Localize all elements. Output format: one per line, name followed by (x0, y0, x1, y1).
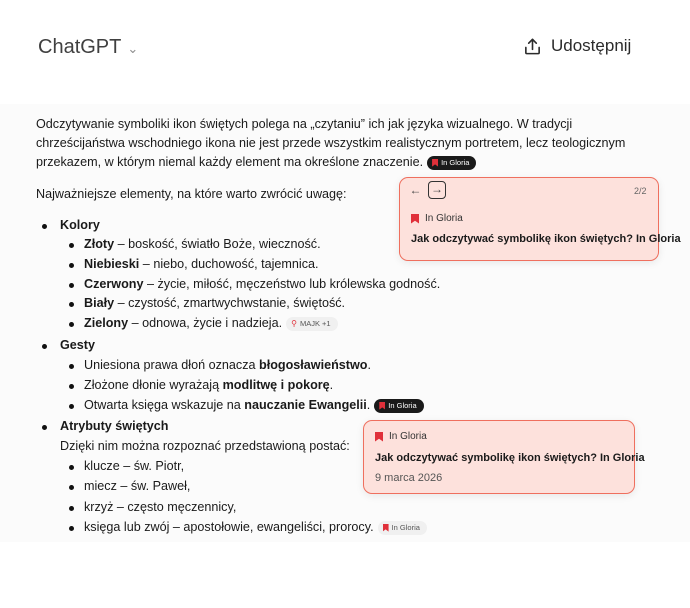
model-selector[interactable] (38, 36, 138, 59)
arrow-left-icon[interactable]: ← (409, 183, 422, 197)
item-term: błogosławieństwo (259, 358, 368, 372)
list-item: krzyż – często męczennicy, (84, 500, 237, 514)
pin-icon: ⚲ (291, 318, 297, 328)
source-link-title[interactable]: Jak odczytywać symbolikę ikon świętych? In Gloria (375, 452, 645, 464)
section-heading-colors: Kolory (60, 218, 100, 232)
intro-line-2: chrześcijaństwa wschodniego ikona nie jest przede wszystkim realistycznym portretem, lecz teologicznym (36, 136, 626, 150)
item-term: Biały (84, 296, 115, 310)
source-date: 9 marca 2026 (375, 472, 443, 484)
source-name: In Gloria (425, 213, 463, 224)
list-item: miecz – św. Paweł, (84, 479, 191, 493)
section-heading-attributes: Atrybuty świętych (60, 419, 169, 433)
page-counter: 2/2 (634, 186, 647, 196)
bullet (42, 425, 47, 430)
item-text: Otwarta księga wskazuje na (84, 398, 245, 412)
item-text: . (366, 398, 371, 412)
share-label: Udostępnij (551, 36, 632, 55)
bookmark-icon (411, 214, 419, 224)
citation-chip[interactable] (374, 399, 423, 413)
bullet (69, 404, 74, 409)
share-button[interactable] (523, 36, 631, 56)
citation-label: In Gloria (391, 522, 420, 532)
bullet (42, 344, 47, 349)
item-text: . (367, 358, 371, 372)
bullet (69, 384, 74, 389)
source-name: In Gloria (389, 431, 427, 442)
item-text: Złożone dłonie wyrażają (84, 378, 223, 392)
bullet (69, 465, 74, 470)
item-desc: – życie, miłość, męczeństwo lub królewska godność. (143, 277, 441, 291)
citation-label: In Gloria (441, 157, 470, 167)
bullet (42, 224, 47, 229)
bookmark-icon (375, 432, 383, 442)
citation-popup[interactable] (363, 420, 645, 494)
intro-line-3 (36, 152, 476, 172)
intro-line-3-text: przekazem, w którym niemal każdy element ma określone znaczenie. (36, 155, 424, 169)
bullet (69, 302, 74, 307)
lead-text: Najważniejsze elementy, na które warto zwrócić uwagę: (36, 187, 347, 201)
citation-chip[interactable] (427, 156, 476, 170)
bullet (69, 364, 74, 369)
bullet (69, 263, 74, 268)
list-item (84, 517, 427, 537)
section-heading-gestures: Gesty (60, 338, 96, 352)
bullet (69, 283, 74, 288)
item-desc: – odnowa, życie i nadzieja. (128, 316, 283, 330)
list-item: klucze – św. Piotr, (84, 459, 185, 473)
citation-label: MAJK +1 (299, 318, 331, 328)
list-item (84, 395, 424, 415)
attributes-intro: Dzięki nim można rozpoznać przedstawioną postać: (60, 439, 350, 453)
arrow-right-icon[interactable]: → (428, 181, 446, 199)
item-desc: – czystość, zmartwychwstanie, świętość. (114, 296, 346, 310)
item-term: Złoty (84, 237, 115, 251)
list-item (84, 313, 338, 333)
item-text: . (329, 378, 334, 392)
bookmark-icon (432, 159, 438, 167)
list-item (84, 355, 371, 375)
bullet (69, 243, 74, 248)
item-desc: – boskość, światło Boże, wieczność. (114, 237, 321, 251)
citation-label: In Gloria (388, 400, 417, 410)
source-link-title[interactable]: Jak odczytywać symbolikę ikon świętych? In Gloria (411, 233, 681, 245)
intro-line-1: Odczytywanie symboliki ikon świętych polega na „czytaniu” ich jak języka wizualnego. W tradycji (36, 117, 573, 131)
bookmark-icon (383, 524, 389, 532)
item-term: Czerwony (84, 277, 144, 291)
bullet (69, 506, 74, 511)
bullet (69, 526, 74, 531)
chevron-down-icon: ⌄ (127, 41, 139, 56)
top-bar (0, 0, 690, 100)
list-item (84, 293, 345, 313)
item-term: nauczanie Ewangelii (244, 398, 367, 412)
app-title: ChatGPT (38, 36, 122, 58)
item-term: modlitwę i pokorę (222, 378, 330, 392)
citation-chip[interactable] (286, 317, 338, 331)
citation-popup[interactable] (399, 177, 681, 261)
bullet (69, 485, 74, 490)
share-icon (523, 37, 542, 56)
item-term: Zielony (84, 316, 129, 330)
item-desc: – niebo, duchowość, tajemnica. (139, 257, 319, 271)
list-item (84, 274, 440, 294)
source-label (375, 431, 427, 442)
bookmark-icon (379, 402, 385, 410)
item-text: Uniesiona prawa dłoń oznacza (84, 358, 260, 372)
source-label (411, 213, 463, 224)
citation-chip[interactable] (378, 521, 427, 535)
item-text: księga lub zwój – apostołowie, ewangeliści, prorocy. (84, 520, 374, 534)
item-term: Niebieski (84, 257, 140, 271)
bullet (69, 322, 74, 327)
list-item (84, 254, 319, 274)
list-item (84, 375, 333, 395)
list-item (84, 234, 321, 254)
